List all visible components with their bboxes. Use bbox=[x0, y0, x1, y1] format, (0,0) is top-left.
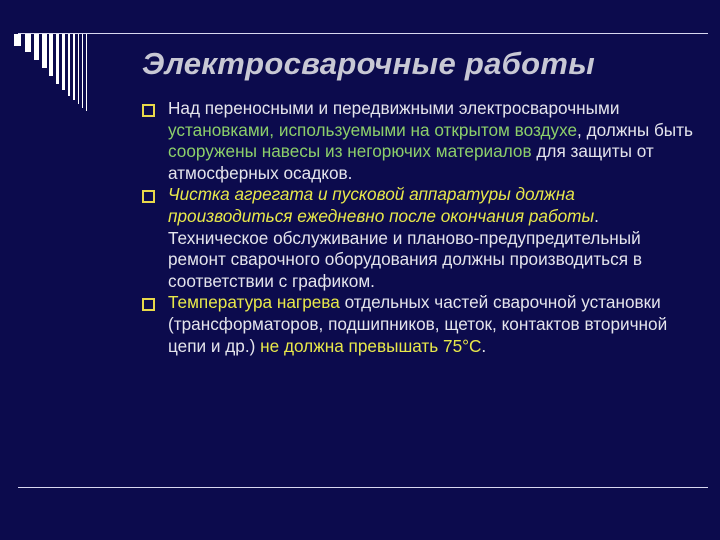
highlight-yellow: Температура нагрева bbox=[168, 292, 340, 313]
square-bullet-icon bbox=[142, 190, 155, 203]
highlight-green: сооружены навесы из негорючих материалов bbox=[168, 141, 532, 162]
decorative-bars bbox=[14, 34, 124, 114]
decor-bar bbox=[49, 34, 53, 76]
highlight-yellow-italic: Чистка агрегата и пусковой аппаратуры должна производиться ежедневно после окончания работы bbox=[168, 184, 595, 226]
text-segment: для защиты от атмосферных осадков. bbox=[168, 141, 654, 183]
decor-bar bbox=[73, 34, 75, 100]
text-segment: Над переносными и передвижными электросварочными bbox=[168, 98, 620, 118]
square-bullet-icon bbox=[142, 298, 155, 311]
decor-bar bbox=[86, 34, 87, 111]
decor-bar bbox=[25, 34, 31, 52]
decor-bar bbox=[42, 34, 47, 68]
footer-divider-line bbox=[18, 487, 708, 488]
decor-bar bbox=[34, 34, 39, 60]
text-segment: , должны быть bbox=[577, 119, 693, 140]
text-segment: . bbox=[481, 335, 487, 356]
text-segment: . Техническое обслуживание и планово-предупредительный ремонт сварочного оборудования должны производиться в соответствии с графиком. bbox=[168, 205, 642, 291]
decor-bar bbox=[78, 34, 79, 104]
bullet-item bbox=[140, 184, 700, 292]
decor-bar bbox=[56, 34, 59, 84]
text-segment: отдельных частей сварочной установки (трансформаторов, подшипников, щеток, контактов вторичной цепи и др.) bbox=[168, 292, 668, 356]
bullet-item bbox=[140, 98, 700, 184]
highlight-green: установками, используемыми на открытом воздухе bbox=[168, 119, 578, 140]
highlight-yellow: не должна превышать 75°С bbox=[260, 335, 482, 356]
slide-title: Электросварочные работы bbox=[142, 46, 596, 81]
bullet-text bbox=[168, 98, 700, 184]
decor-bar bbox=[68, 34, 70, 96]
decor-bar bbox=[14, 34, 21, 46]
decor-bar bbox=[62, 34, 65, 90]
bullet-text bbox=[168, 292, 700, 357]
bullet-item bbox=[140, 292, 700, 357]
title-divider-line bbox=[18, 33, 708, 34]
decor-bar bbox=[82, 34, 83, 108]
bullet-list bbox=[140, 98, 700, 357]
bullet-text bbox=[168, 184, 700, 292]
square-bullet-icon bbox=[142, 104, 155, 117]
